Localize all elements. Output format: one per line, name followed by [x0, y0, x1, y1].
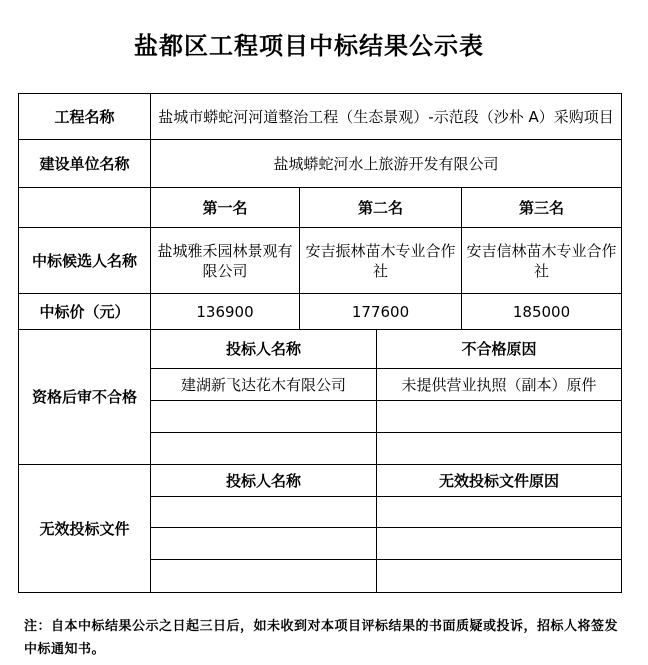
invalid-bidder-header: 投标人名称	[151, 465, 377, 497]
bid-results-table	[18, 93, 622, 593]
invalid-bidder-3	[151, 560, 377, 593]
invalid-reason-3	[377, 560, 622, 593]
candidate-3: 安吉信林苗木专业合作社	[462, 228, 622, 294]
invalid-header-row	[19, 465, 622, 497]
qual-reason-header: 不合格原因	[377, 330, 622, 369]
candidate-1: 盐城雅禾园林景观有限公司	[151, 228, 300, 294]
owner-value: 盐城蟒蛇河水上旅游开发有限公司	[151, 140, 622, 188]
project-name-label: 工程名称	[19, 94, 151, 140]
candidate-2: 安吉振林苗木专业合作社	[300, 228, 462, 294]
candidates-label: 中标候选人名称	[19, 228, 151, 294]
qual-reason-1: 未提供营业执照（副本）原件	[377, 369, 622, 401]
invalid-reason-2	[377, 528, 622, 560]
price-row	[19, 294, 622, 330]
candidates-row	[19, 228, 622, 294]
rank-header-1: 第一名	[151, 188, 300, 228]
project-name-value: 盐城市蟒蛇河河道整治工程（生态景观）-示范段（沙朴 A）采购项目	[151, 94, 622, 140]
page-title: 盐都区工程项目中标结果公示表	[134, 32, 484, 60]
qual-bidder-2	[151, 401, 377, 433]
invalid-bidder-1	[151, 497, 377, 528]
invalid-section-label: 无效投标文件	[19, 465, 151, 593]
price-2: 177600	[300, 294, 462, 330]
invalid-reason-1	[377, 497, 622, 528]
qual-bidder-1: 建湖新飞达花木有限公司	[151, 369, 377, 401]
invalid-bidder-2	[151, 528, 377, 560]
owner-label: 建设单位名称	[19, 140, 151, 188]
qualification-header-row	[19, 330, 622, 369]
invalid-reason-header: 无效投标文件原因	[377, 465, 622, 497]
project-name-row	[19, 94, 622, 140]
rank-header-3: 第三名	[462, 188, 622, 228]
price-3: 185000	[462, 294, 622, 330]
owner-row	[19, 140, 622, 188]
price-label: 中标价（元）	[19, 294, 151, 330]
qual-reason-2	[377, 401, 622, 433]
rank-header-row	[19, 188, 622, 228]
qual-bidder-header: 投标人名称	[151, 330, 377, 369]
rank-header-2: 第二名	[300, 188, 462, 228]
rank-corner-cell	[19, 188, 151, 228]
qual-bidder-3	[151, 433, 377, 465]
qual-reason-3	[377, 433, 622, 465]
footer-note: 注：自本中标结果公示之日起三日后，如未收到对本项目评标结果的书面质疑或投诉，招标人将签发中标通知书。	[24, 619, 619, 657]
qualification-section-label: 资格后审不合格	[19, 330, 151, 465]
price-1: 136900	[151, 294, 300, 330]
